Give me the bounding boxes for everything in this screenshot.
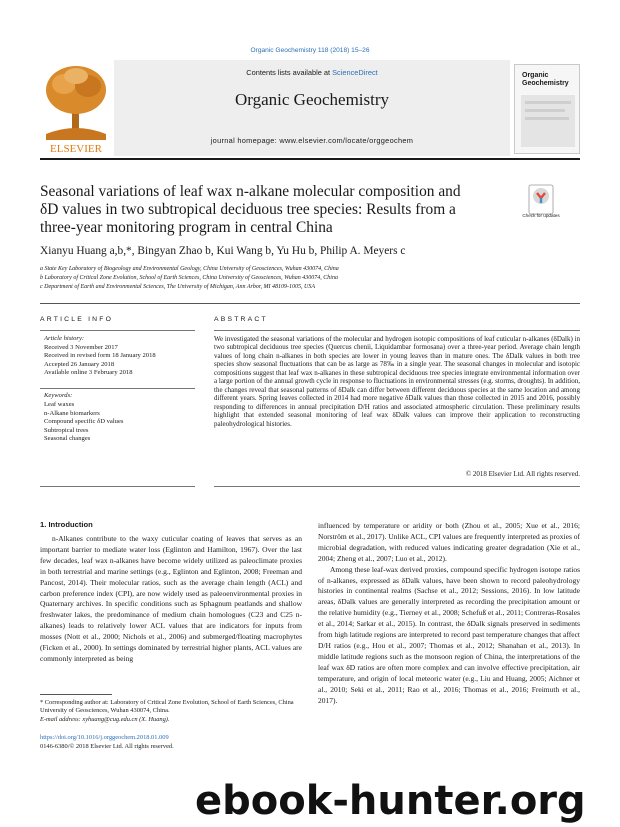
keyword-item: n-Alkane biomarkers: [44, 410, 100, 417]
contents-line: [114, 68, 510, 77]
elsevier-tree-icon: [40, 60, 112, 156]
homepage-prefix: journal homepage:: [210, 136, 280, 145]
history-revised: Received in revised form 18 January 2018: [44, 352, 156, 359]
abstract-heading: ABSTRACT: [214, 316, 268, 323]
footnote-author: * Corresponding author at: Laboratory of Critical Zone Evolution, School of Earth Sciences, China University of Geosciences, Wuhan 430074, China.: [40, 699, 294, 715]
body-column-right: [318, 521, 580, 706]
title-line-2: δD values in two subtropical deciduous tree species: Results from a: [40, 201, 456, 218]
section-rule: [40, 303, 580, 304]
cover-graphic-icon: [521, 95, 575, 147]
history-received: Received 3 November 2017: [44, 344, 118, 351]
author-list: Xianyu Huang a,b,*, Bingyan Zhao b, Kui Wang b, Yu Hu b, Philip A. Meyers c: [40, 245, 406, 257]
journal-title: Organic Geochemistry: [234, 90, 390, 109]
crossmark-label: Check for updates: [522, 213, 560, 218]
keywords-rule: [40, 388, 195, 389]
abstract-copyright: © 2018 Elsevier Ltd. All rights reserved.: [465, 470, 580, 478]
doi-link[interactable]: https://doi.org/10.1016/j.orggeochem.2018.01.009: [40, 734, 169, 741]
svg-text:ELSEVIER: ELSEVIER: [50, 143, 102, 155]
abstract-end-rule: [214, 486, 580, 487]
body-column-left: [40, 534, 302, 665]
affiliation-a: a State Key Laboratory of Biogeology and Environmental Geology, China University of Geosciences, Wuhan 430074, China: [40, 266, 339, 272]
contents-prefix: Contents lists available at: [246, 68, 333, 77]
history-label: Article history:: [44, 335, 85, 342]
history-accepted: Accepted 26 January 2018: [44, 361, 115, 368]
crossmark-icon[interactable]: [528, 184, 554, 215]
journal-homepage: [114, 136, 510, 145]
keyword-item: Subtropical trees: [44, 427, 89, 434]
intro-paragraph-2: Among these leaf-wax derived proxies, compound specific hydrogen isotope ratios of n-alkanes, expressed as δDalk values, have been shown to record paleohydrology histories in continental realms (Sachse et al., 2012; Sessions, 2016). In low latitude areas, δDalk values are generally interpreted as recording the precipitation amount or the relative humidity (e.g., Tierney et al., 2008; Schefuß et al., 2011; Contreras-Rosales et al., 2014; Sarkar et al., 2015). In contrast, the δDalk signals preserved in sediments from high latitude regions are interpreted to record past temperature changes that affect D/H ratios (e.g., Hou et al., 2007; Thomas et al., 2012; Shanahan et al., 2013). In middle latitude regions such as the monsoon region of China, the interpretations of the leaf wax δD ratios are often more complex and can involve effective precipitation, air temperature, and origin of local meteoric water (e.g., Liu and Huang, 2005; Aichner et al., 2010; Seki et al., 2011; Rao et al., 2016; Thomas et al., 2016; Freimuth et al., 2017).: [318, 564, 580, 705]
footnote-rule: [40, 694, 112, 695]
intro-paragraph-1-continued: influenced by temperature or aridity or both (Zhou et al., 2005; Xue et al., 2016; Norström et al., 2017). Unlike ACL, CPI values are frequently interpreted as proxies of microbial degradation, with reduced values indicating greater degradation (Xie et al., 2004; Zheng et al., 2007; Luo et al., 2012).: [318, 521, 580, 563]
article-title: [40, 183, 500, 237]
keyword-item: Seasonal changes: [44, 435, 91, 442]
article-info-rule: [40, 330, 195, 331]
journal-masthead: [40, 60, 580, 156]
journal-cover-thumbnail: [514, 64, 580, 154]
corresponding-author-footnote: [40, 699, 302, 724]
journal-citation[interactable]: Organic Geochemistry 118 (2018) 15–26: [250, 47, 370, 54]
homepage-link[interactable]: www.elsevier.com/locate/orggeochem: [279, 136, 414, 145]
introduction-heading: 1. Introduction: [40, 520, 93, 529]
issn-copyright: 0146-6380/© 2018 Elsevier Ltd. All rights reserved.: [40, 743, 174, 750]
watermark-text: ebook-hunter.org: [195, 778, 586, 824]
elsevier-logo[interactable]: [40, 60, 112, 156]
cover-title: Organic Geochemistry: [522, 72, 569, 87]
abstract-rule: [214, 330, 580, 331]
title-line-1: Seasonal variations of leaf wax n-alkane molecular composition and: [40, 183, 461, 200]
history-online: Available online 3 February 2018: [44, 369, 133, 376]
journal-banner: [114, 60, 510, 156]
title-line-3: three-year monitoring program in central China: [40, 219, 333, 236]
affiliation-b: b Laboratory of Critical Zone Evolution, School of Earth Sciences, China University of Geosciences, Wuhan 430074, China: [40, 275, 338, 281]
header-rule: [40, 158, 580, 160]
sciencedirect-link[interactable]: ScienceDirect: [332, 68, 378, 77]
keywords-label: Keywords:: [44, 392, 73, 399]
affiliation-c: c Department of Earth and Environmental Sciences, The University of Michigan, Ann Arbor, MI 48109-1005, USA: [40, 284, 316, 290]
article-info-end-rule: [40, 486, 195, 487]
intro-paragraph-1: n-Alkanes contribute to the waxy cuticular coating of leaves that serves as an important barrier to mediate water loss (Eglinton and Hamilton, 1967). Over the last few decades, leaf wax n-alkanes have become widely utilized as paleoclimate proxies in both terrestrial and marine settings (e.g., Eglinton and Eglinton, 2008; Freeman and Pancost, 2014). Their molecular ratios, such as the average chain length (ACL) and carbon preference index (CPI), are now widely used as paleoenvironmental proxies in Quaternary archives. In specific conditions such as Sphagnum peatlands and shallow freshwater lakes, the predominance of medium chain homologues (C23 and C25 n-alkanes) leads to relatively lower ACL values that are indicators for inputs from mosses (Nott et al., 2000; Nichols et al., 2006) and submerged/floating macrophytes (Ficken et al., 2000). In settings dominated by terrestrial higher plants, ACL values are commonly interpreted as being: [40, 534, 302, 663]
abstract-body: We investigated the seasonal variations of the molecular and hydrogen isotopic compositions of leaf cuticular n-alkanes (δDalk) in two subtropical deciduous tree species (Quercus chenii, Liquidambar formosana) over a three-year period. Average chain length values of long chain n-alkanes in both species are lower in young leaves than in mature ones. The δDalk values in both tree species show seasonal fluctuations that can be as large as 78‰ in a single year. The seasonal changes in molecular and isotopic compositions suggest that leaf wax n-alkanes in these subtropical deciduous tree species integrate environmental information over a large portion of the annual growth cycle in response to fluctuations in environmental stresses (e.g. storms, droughts). In addition, the changes reveal that seasonal patterns of δDalk can differ between different deciduous species at the same location and among different years. Spring leaves collected in 2014 had more negative δDalk values than those collected in 2015 and 2016, possibly responding to differences in annual precipitation D/H ratios and associated atmospheric circulation. These preliminary results highlight that extended seasonal monitoring of leaf wax δDalk values can improve their application to reconstructing paleohydrological histories.: [214, 335, 580, 428]
footnote-email[interactable]: E-mail address: xyhuang@cug.edu.cn (X. Huang).: [40, 715, 170, 723]
article-info-heading: ARTICLE INFO: [40, 316, 114, 323]
keyword-item: Leaf waxes: [44, 401, 75, 408]
keyword-item: Compound specific δD values: [44, 418, 124, 425]
